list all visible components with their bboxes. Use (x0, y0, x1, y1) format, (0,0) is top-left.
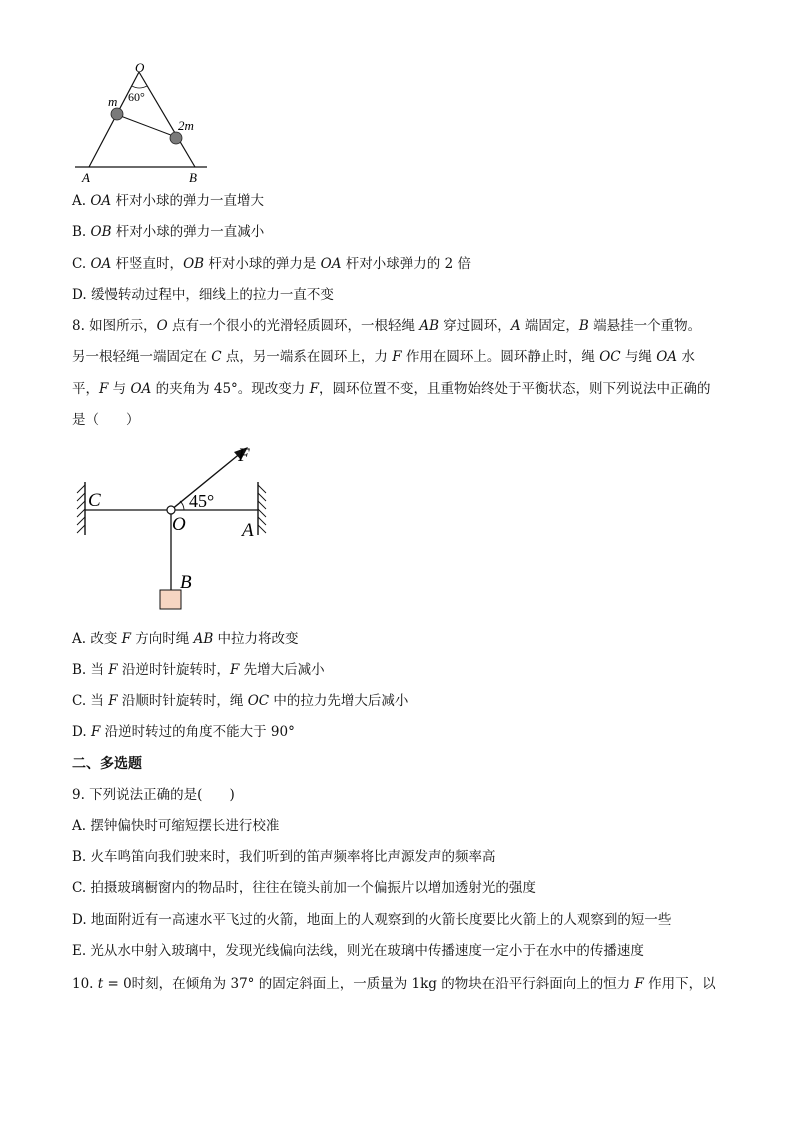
label-o: O (135, 60, 145, 75)
label-b-end: B (180, 572, 192, 593)
label-o-ring: O (172, 514, 186, 535)
q8-stem-line3: 平，F 与 OA 的夹角为 45°。现改变力 F，圆环位置不变，且重物始终处于平衡状态，则下列说法中正确的 (72, 381, 711, 397)
q7-option-b: B. OB 杆对小球的弹力一直减小 (72, 224, 265, 240)
figure-triangle-rods (70, 58, 215, 186)
ball-2m (170, 132, 182, 144)
q8-stem-line4: 是（ ） (72, 412, 140, 428)
label-m: m (108, 94, 118, 109)
q8-option-a: A. 改变 F 方向时绳 AB 中拉力将改变 (72, 631, 299, 647)
q9-option-c: C. 拍摄玻璃橱窗内的物品时，往往在镜头前加一个偏振片以增加透射光的强度 (72, 880, 536, 896)
label-angle-45: 45° (189, 491, 215, 511)
weight-block (160, 590, 181, 609)
q8-stem-line1: 8. 如图所示，O 点有一个很小的光滑轻质圆环，一根轻绳 AB 穿过圆环，A 端固定，B 端悬挂一个重物。 (72, 318, 702, 334)
q8-option-b: B. 当 F 沿逆时针旋转时，F 先增大后减小 (72, 662, 325, 678)
q9-option-e: E. 光从水中射入玻璃中，发现光线偏向法线，则光在玻璃中传播速度一定小于在水中的传播速度 (72, 943, 644, 959)
label-f: F (238, 445, 250, 466)
q10-stem: 10. t = 0时刻，在倾角为 37° 的固定斜面上，一质量为 1kg 的物块在沿平行斜面向上的恒力 F 作用下，以 (72, 976, 716, 992)
ring-o (167, 506, 175, 514)
thread (118, 115, 176, 137)
q9-option-b: B. 火车鸣笛向我们驶来时，我们听到的笛声频率将比声源发声的频率高 (72, 849, 496, 865)
q7-option-c: C. OA 杆竖直时，OB 杆对小球的弹力是 OA 杆对小球弹力的 2 倍 (72, 256, 471, 272)
q9-stem: 9. 下列说法正确的是( ) (72, 787, 235, 803)
q9-option-a: A. 摆钟偏快时可缩短摆长进行校准 (72, 818, 280, 834)
label-c: C (88, 490, 101, 511)
q8-option-c: C. 当 F 沿顺时针旋转时，绳 OC 中的拉力先增大后减小 (72, 693, 409, 709)
q8-stem-line2: 另一根轻绳一端固定在 C 点，另一端系在圆环上，力 F 作用在圆环上。圆环静止时，绳 OC 与绳 OA 水 (72, 349, 695, 365)
label-a: A (82, 170, 90, 185)
section-heading: 二、多选题 (72, 756, 142, 772)
figure-ring-ropes (68, 440, 278, 615)
label-a-end: A (242, 520, 254, 541)
label-2m: 2m (178, 118, 194, 133)
angle-arc (132, 86, 147, 88)
q7-option-d: D. 缓慢转动过程中，细线上的拉力一直不变 (72, 287, 334, 303)
label-b: B (189, 170, 197, 185)
label-angle-60: 60° (128, 90, 145, 104)
q7-option-a: A. OA 杆对小球的弹力一直增大 (72, 193, 264, 209)
ball-m (111, 108, 123, 120)
q8-option-d: D. F 沿逆时转过的角度不能大于 90° (72, 724, 295, 740)
q9-option-d: D. 地面附近有一高速水平飞过的火箭，地面上的人观察到的火箭长度要比火箭上的人观察到的短一些 (72, 912, 672, 928)
